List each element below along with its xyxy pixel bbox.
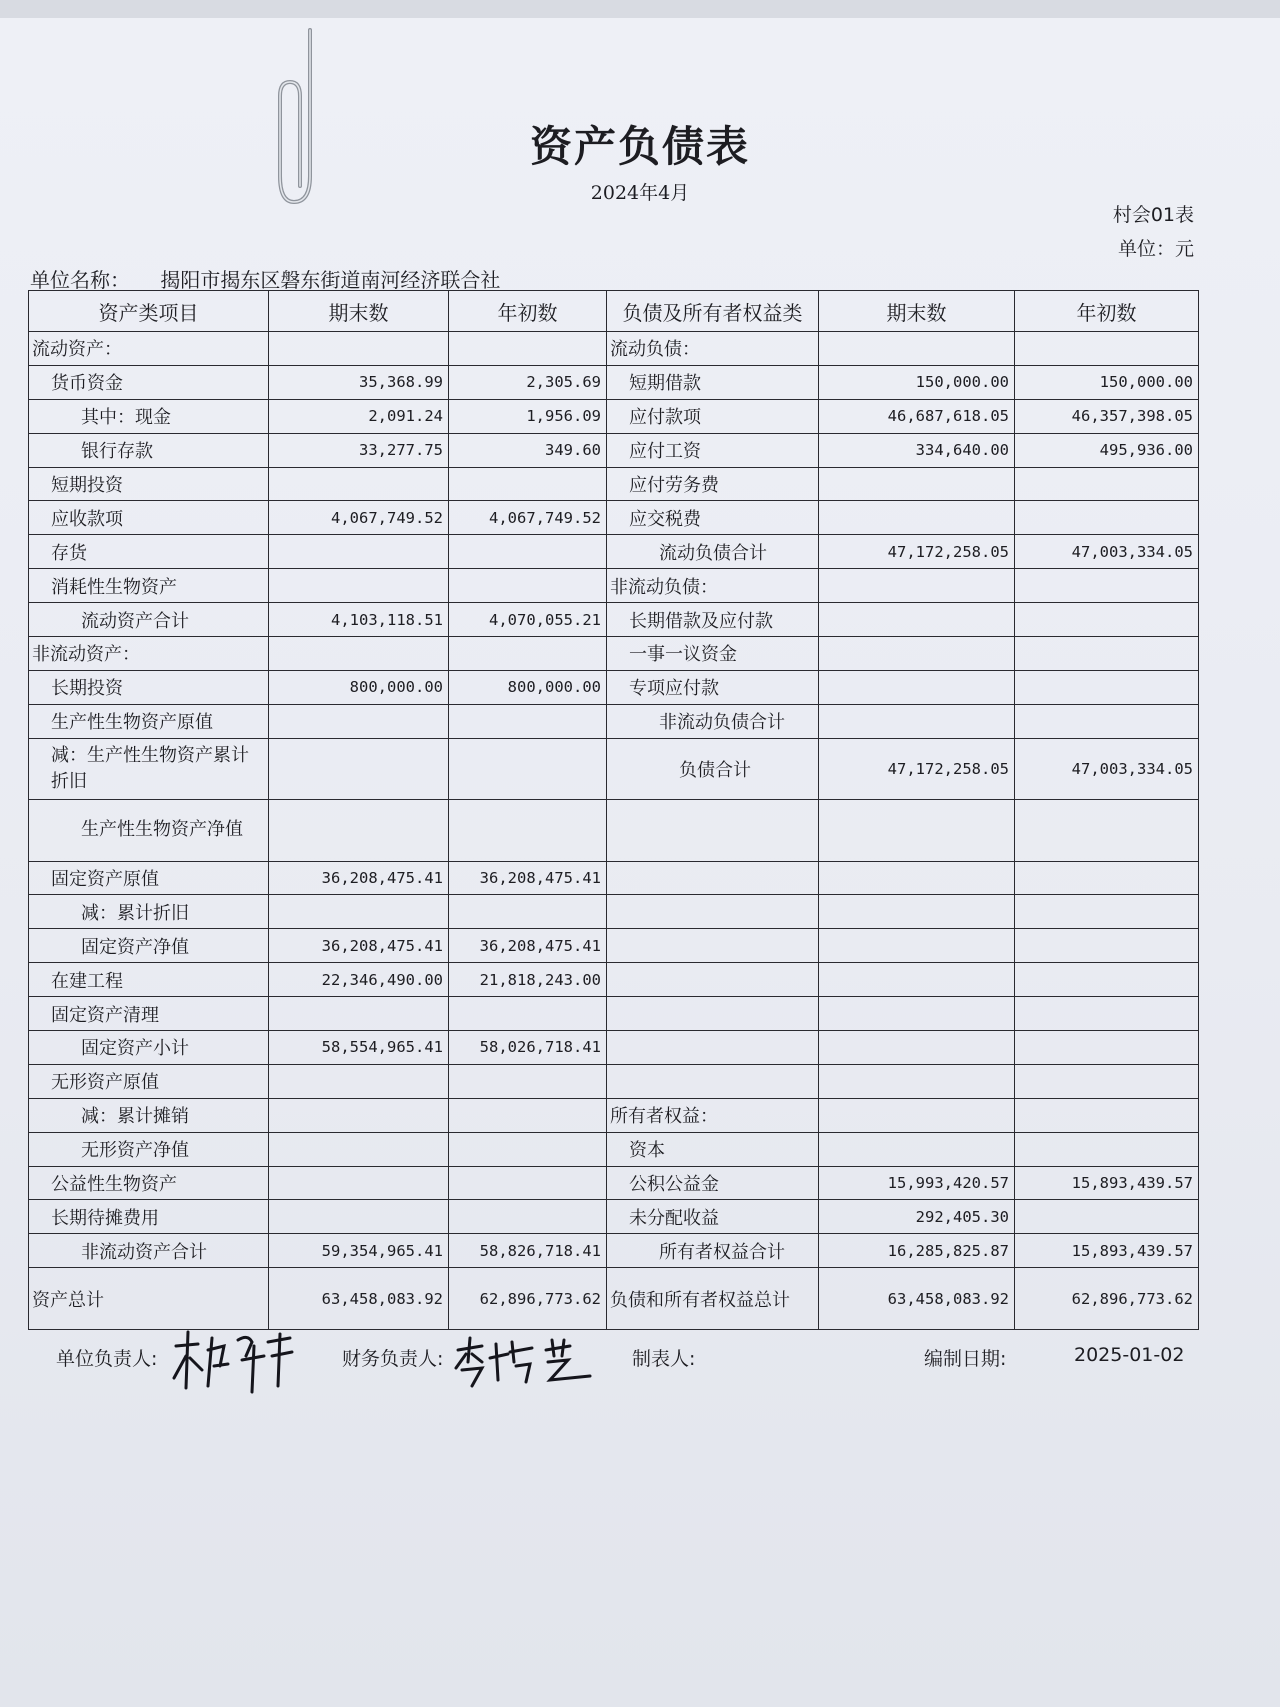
asset-begin-value: 1,956.09 [449,399,607,433]
asset-end-value: 59,354,965.41 [269,1234,449,1268]
liability-end-value [819,603,1015,637]
asset-begin-value [449,569,607,603]
asset-end-value [269,332,449,366]
liability-begin-value [1015,603,1199,637]
liability-begin-value [1015,1031,1199,1065]
asset-end-value [269,997,449,1031]
liability-item: 未分配收益 [607,1200,819,1234]
table-row [29,535,1199,569]
table-row [29,800,1199,861]
currency-unit: 单位：元 [1117,238,1194,260]
table-row [29,365,1199,399]
liability-begin-value [1015,1132,1199,1166]
asset-begin-value: 36,208,475.41 [449,929,607,963]
asset-item: 固定资产原值 [29,861,269,895]
table-row [29,738,1199,799]
liability-end-value [819,501,1015,535]
liability-item: 所有者权益： [607,1098,819,1132]
header-liability-item: 负债及所有者权益类 [607,291,819,332]
liability-begin-value [1015,637,1199,671]
liability-begin-value [1015,1200,1199,1234]
liability-item: 流动负债： [607,332,819,366]
asset-item: 生产性生物资产原值 [29,704,269,738]
asset-item: 固定资产清理 [29,997,269,1031]
liability-item: 应付工资 [607,433,819,467]
asset-end-value [269,637,449,671]
asset-end-value: 800,000.00 [269,670,449,704]
form-number: 村会01表 [1112,204,1194,226]
asset-item: 资产总计 [29,1268,269,1330]
asset-item: 流动资产合计 [29,603,269,637]
table-row [29,997,1199,1031]
asset-item: 非流动资产合计 [29,1234,269,1268]
asset-end-value: 63,458,083.92 [269,1268,449,1330]
asset-end-value [269,1166,449,1200]
asset-begin-value [449,535,607,569]
asset-item: 应收款项 [29,501,269,535]
asset-item: 减：累计折旧 [29,895,269,929]
asset-end-value [269,1064,449,1098]
liability-item: 公积公益金 [607,1166,819,1200]
table-row [29,670,1199,704]
table-row [29,895,1199,929]
asset-begin-value: 58,826,718.41 [449,1234,607,1268]
asset-begin-value [449,997,607,1031]
asset-item: 货币资金 [29,365,269,399]
asset-begin-value [449,332,607,366]
liability-end-value [819,963,1015,997]
asset-item: 公益性生物资产 [29,1166,269,1200]
liability-end-value [819,637,1015,671]
liability-item: 所有者权益合计 [607,1234,819,1268]
liability-begin-value: 47,003,334.05 [1015,535,1199,569]
report-period: 2024年4月 [590,182,690,204]
liability-end-value: 150,000.00 [819,365,1015,399]
liability-item [607,997,819,1031]
document-title: 资产负债表 [529,122,750,171]
liability-end-value [819,861,1015,895]
liability-item [607,1064,819,1098]
balance-sheet-paper [0,18,1280,1707]
liability-end-value: 46,687,618.05 [819,399,1015,433]
table-row [29,929,1199,963]
header-liability-end: 期末数 [819,291,1015,332]
asset-begin-value [449,704,607,738]
table-row [29,1098,1199,1132]
liability-end-value [819,704,1015,738]
liability-item: 负债合计 [607,738,819,799]
liability-end-value [819,467,1015,501]
liability-begin-value [1015,929,1199,963]
asset-item: 短期投资 [29,467,269,501]
asset-begin-value: 349.60 [449,433,607,467]
liability-begin-value: 495,936.00 [1015,433,1199,467]
table-row [29,1234,1199,1268]
asset-end-value [269,569,449,603]
liability-begin-value [1015,800,1199,861]
liability-begin-value [1015,670,1199,704]
head-label: 单位负责人: [56,1348,158,1370]
liability-item [607,963,819,997]
asset-item: 减：生产性生物资产累计折旧 [29,738,269,799]
asset-begin-value [449,738,607,799]
table-row [29,433,1199,467]
liability-begin-value: 47,003,334.05 [1015,738,1199,799]
asset-end-value: 4,103,118.51 [269,603,449,637]
asset-begin-value: 62,896,773.62 [449,1268,607,1330]
asset-item: 长期待摊费用 [29,1200,269,1234]
asset-end-value [269,895,449,929]
liability-end-value [819,569,1015,603]
entity-label: 单位名称： [30,268,130,292]
liability-begin-value: 62,896,773.62 [1015,1268,1199,1330]
liability-begin-value [1015,467,1199,501]
liability-end-value [819,895,1015,929]
asset-end-value: 35,368.99 [269,365,449,399]
table-row [29,467,1199,501]
head-signature-text: 林忠平 [168,1311,217,1330]
liability-item: 应交税费 [607,501,819,535]
asset-begin-value [449,1098,607,1132]
asset-begin-value: 36,208,475.41 [449,861,607,895]
liability-item [607,929,819,963]
entity-name: 揭阳市揭东区磐东街道南河经济联合社 [160,268,501,292]
finance-label: 财务负责人: [342,1348,444,1370]
header-asset-begin: 年初数 [449,291,607,332]
liability-item [607,895,819,929]
asset-end-value: 22,346,490.00 [269,963,449,997]
table-row [29,332,1199,366]
table-row [29,963,1199,997]
asset-end-value [269,704,449,738]
liability-begin-value [1015,1098,1199,1132]
asset-end-value [269,1132,449,1166]
asset-end-value: 4,067,749.52 [269,501,449,535]
liability-item: 资本 [607,1132,819,1166]
liability-item [607,800,819,861]
liability-end-value: 16,285,825.87 [819,1234,1015,1268]
asset-begin-value [449,467,607,501]
finance-signature [452,1317,602,1388]
asset-begin-value [449,1064,607,1098]
asset-begin-value: 4,070,055.21 [449,603,607,637]
date-label: 编制日期: [924,1348,1007,1370]
date-value: 2025-01-02 [1074,1344,1185,1366]
header-liability-begin: 年初数 [1015,291,1199,332]
liability-item: 负债和所有者权益总计 [607,1268,819,1330]
table-row [29,1200,1199,1234]
liability-end-value [819,332,1015,366]
liability-begin-value [1015,501,1199,535]
asset-begin-value: 4,067,749.52 [449,501,607,535]
liability-item: 非流动负债： [607,569,819,603]
asset-end-value [269,800,449,861]
asset-begin-value [449,1132,607,1166]
asset-item: 银行存款 [29,433,269,467]
liability-item: 长期借款及应付款 [607,603,819,637]
liability-end-value [819,1064,1015,1098]
asset-begin-value: 21,818,243.00 [449,963,607,997]
liability-end-value [819,1098,1015,1132]
liability-begin-value: 46,357,398.05 [1015,399,1199,433]
asset-item: 无形资产原值 [29,1064,269,1098]
table-row [29,1064,1199,1098]
table-row [29,704,1199,738]
liability-item: 应付劳务费 [607,467,819,501]
asset-end-value [269,1098,449,1132]
asset-end-value: 36,208,475.41 [269,929,449,963]
asset-item: 固定资产净值 [29,929,269,963]
liability-end-value: 63,458,083.92 [819,1268,1015,1330]
liability-begin-value [1015,569,1199,603]
asset-item: 在建工程 [29,963,269,997]
asset-item: 流动资产： [29,332,269,366]
liability-end-value [819,800,1015,861]
liability-begin-value: 150,000.00 [1015,365,1199,399]
asset-end-value: 58,554,965.41 [269,1031,449,1065]
table-row [29,1166,1199,1200]
asset-begin-value: 58,026,718.41 [449,1031,607,1065]
liability-begin-value [1015,963,1199,997]
liability-begin-value [1015,1064,1199,1098]
asset-begin-value: 2,305.69 [449,365,607,399]
head-signature [168,1311,298,1396]
liability-begin-value [1015,895,1199,929]
table-row [29,861,1199,895]
liability-end-value: 292,405.30 [819,1200,1015,1234]
table-row [29,569,1199,603]
asset-begin-value [449,895,607,929]
liability-end-value [819,929,1015,963]
liability-begin-value [1015,997,1199,1031]
asset-end-value [269,1200,449,1234]
liability-begin-value: 15,893,439.57 [1015,1166,1199,1200]
liability-item [607,1031,819,1065]
table-row [29,501,1199,535]
asset-end-value: 36,208,475.41 [269,861,449,895]
liability-item [607,861,819,895]
liability-begin-value [1015,861,1199,895]
table-row [29,603,1199,637]
header-asset-item: 资产类项目 [29,291,269,332]
liability-end-value [819,1132,1015,1166]
asset-item: 减：累计摊销 [29,1098,269,1132]
entity-row [30,264,500,293]
asset-end-value [269,535,449,569]
liability-begin-value: 15,893,439.57 [1015,1234,1199,1268]
asset-item: 消耗性生物资产 [29,569,269,603]
liability-end-value [819,670,1015,704]
liability-item: 一事一议资金 [607,637,819,671]
liability-item: 非流动负债合计 [607,704,819,738]
balance-sheet-table [28,290,1199,1330]
asset-begin-value [449,637,607,671]
liability-end-value [819,997,1015,1031]
liability-begin-value [1015,332,1199,366]
liability-end-value: 47,172,258.05 [819,738,1015,799]
asset-begin-value [449,1200,607,1234]
liability-end-value: 334,640.00 [819,433,1015,467]
asset-item: 固定资产小计 [29,1031,269,1065]
asset-end-value: 33,277.75 [269,433,449,467]
liability-item: 流动负债合计 [607,535,819,569]
liability-begin-value [1015,704,1199,738]
liability-item: 专项应付款 [607,670,819,704]
table-row [29,1268,1199,1330]
asset-item: 无形资产净值 [29,1132,269,1166]
asset-end-value [269,738,449,799]
liability-end-value: 47,172,258.05 [819,535,1015,569]
asset-begin-value: 800,000.00 [449,670,607,704]
asset-item: 生产性生物资产净值 [29,800,269,861]
liability-end-value [819,1031,1015,1065]
table-row [29,637,1199,671]
liability-item: 短期借款 [607,365,819,399]
asset-end-value: 2,091.24 [269,399,449,433]
asset-item: 其中：现金 [29,399,269,433]
table-header-row [29,291,1199,332]
table-row [29,1031,1199,1065]
asset-item: 存货 [29,535,269,569]
finance-signature-text: 李瑞芝 [452,1317,501,1336]
asset-begin-value [449,800,607,861]
preparer-label: 制表人: [632,1348,696,1370]
asset-begin-value [449,1166,607,1200]
header-asset-end: 期末数 [269,291,449,332]
liability-end-value: 15,993,420.57 [819,1166,1015,1200]
asset-end-value [269,467,449,501]
table-row [29,399,1199,433]
table-row [29,1132,1199,1166]
asset-item: 长期投资 [29,670,269,704]
liability-item: 应付款项 [607,399,819,433]
asset-item: 非流动资产： [29,637,269,671]
